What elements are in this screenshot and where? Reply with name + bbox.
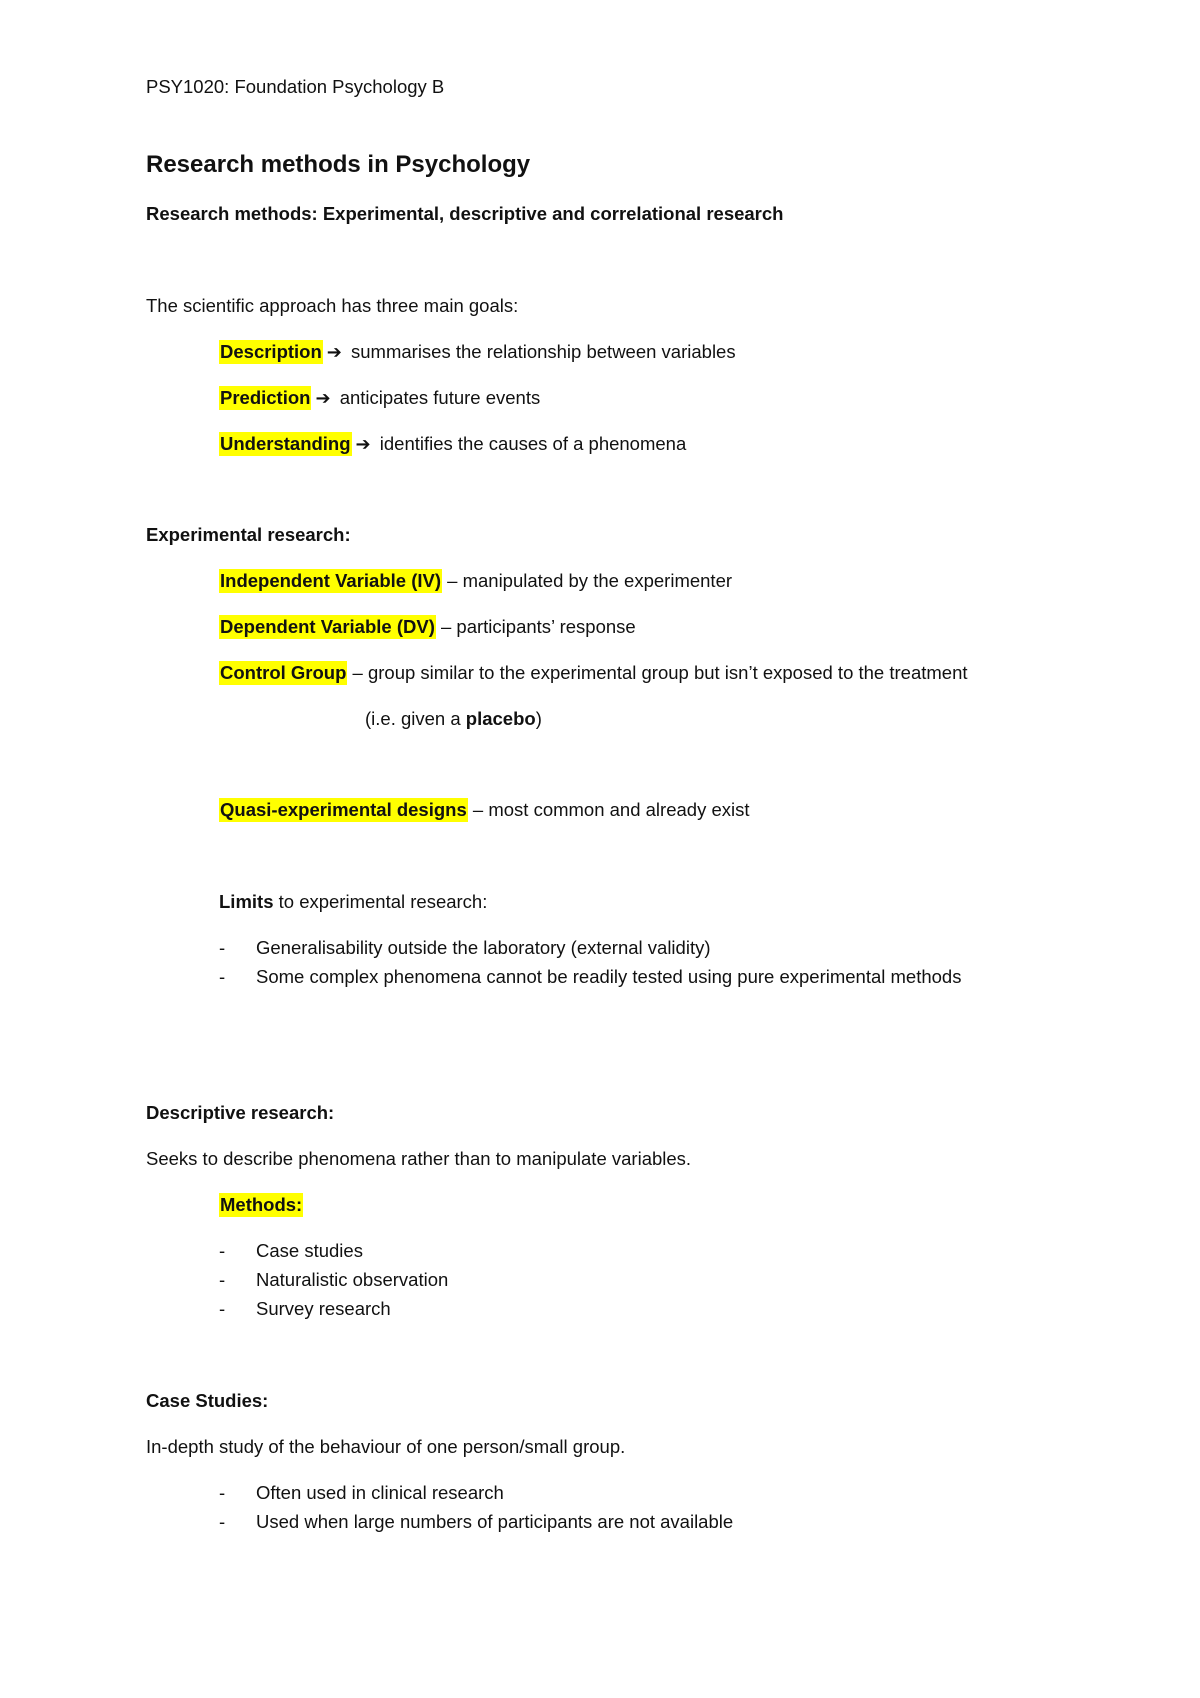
term-text: – manipulated by the experimenter [442,570,733,591]
limits-item: Some complex phenomena cannot be readily tested using pure experimental methods [256,966,962,987]
experimental-item-dv [219,615,636,639]
term-highlight: Quasi-experimental designs [220,799,467,820]
placebo-word: placebo [465,708,536,729]
right-arrow-icon: ➔ [326,342,342,363]
placebo-note [365,707,542,731]
goal-text: summarises the relationship between variables [345,341,736,362]
placebo-post: ) [535,708,542,729]
method-item: Naturalistic observation [256,1269,449,1290]
bullet-dash: - [219,1482,226,1503]
right-arrow-icon: ➔ [315,388,331,409]
case-item: Often used in clinical research [256,1482,504,1503]
experimental-item-iv [219,569,732,593]
course-header: PSY1020: Foundation Psychology B [146,76,445,97]
quasi-experimental [219,798,750,822]
goal-prediction [219,386,540,411]
bullet-dash: - [219,966,226,987]
goal-text: identifies the causes of a phenomena [374,433,687,454]
limits-item: Generalisability outside the laboratory (external validity) [256,937,711,958]
limits-label [219,890,487,914]
bullet-dash: - [219,1240,226,1261]
limits-bold: Limits [219,891,274,912]
limits-rest: to experimental research: [273,891,488,912]
term-highlight: Control Group [220,662,347,683]
method-item: Case studies [256,1240,363,1261]
goal-term: Understanding [220,433,351,454]
case-item: Used when large numbers of participants are not available [256,1511,734,1532]
case-studies-intro: In-depth study of the behaviour of one person/small group. [146,1436,626,1457]
method-item: Survey research [256,1298,391,1319]
goal-description [219,340,736,365]
case-studies-heading: Case Studies: [146,1390,269,1411]
term-text: – participants’ response [435,616,636,637]
page-subtitle: Research methods: Experimental, descriptive and correlational research [146,203,784,224]
experimental-heading: Experimental research: [146,524,351,545]
term-text: – group similar to the experimental group but isn’t exposed to the treatment [347,662,968,683]
term-highlight: Dependent Variable (DV) [220,616,435,637]
term-highlight: Methods: [220,1194,303,1215]
bullet-dash: - [219,1511,226,1532]
goal-term: Prediction [220,387,311,408]
goal-understanding [219,432,686,457]
term-highlight: Independent Variable (IV) [220,570,442,591]
page-title: Research methods in Psychology [146,151,531,178]
bullet-dash: - [219,1298,226,1319]
right-arrow-icon: ➔ [355,434,371,455]
bullet-dash: - [219,937,226,958]
goal-text: anticipates future events [334,387,541,408]
experimental-item-control [219,661,968,685]
placebo-pre: (i.e. given a [365,708,466,729]
goals-intro: The scientific approach has three main goals: [146,295,519,316]
methods-label [219,1193,303,1217]
goal-term: Description [220,341,322,362]
term-text: – most common and already exist [467,799,750,820]
descriptive-heading: Descriptive research: [146,1102,335,1123]
bullet-dash: - [219,1269,226,1290]
descriptive-intro: Seeks to describe phenomena rather than to manipulate variables. [146,1148,692,1169]
